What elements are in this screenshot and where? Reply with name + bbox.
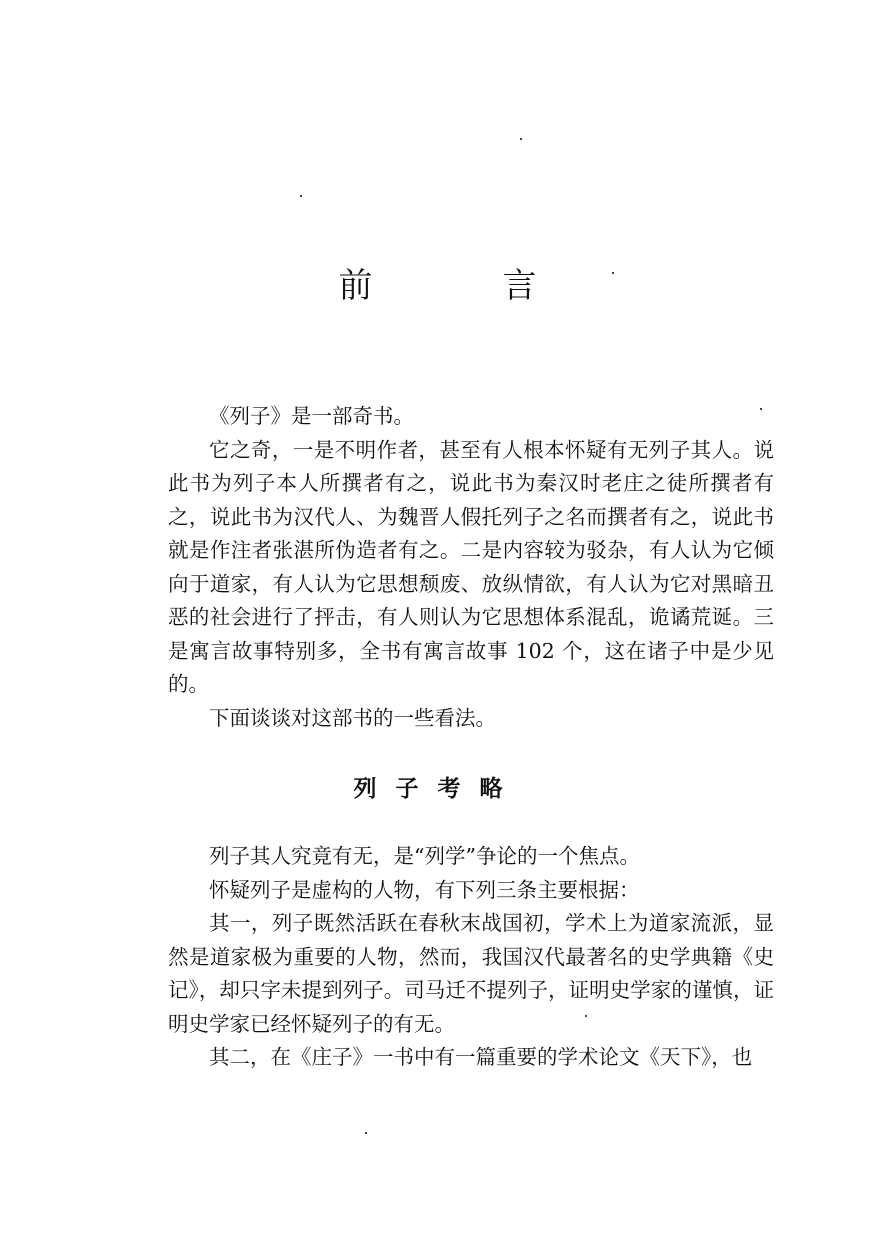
- section-paragraph: 怀疑列子是虚构的人物，有下列三条主要根据：: [209, 877, 640, 902]
- scan-speck: [760, 408, 762, 410]
- scan-speck: [520, 138, 522, 140]
- section-body: [168, 840, 774, 1075]
- preface-paragraph: 《列子》是一部奇书。: [209, 404, 414, 428]
- scan-speck: [612, 272, 614, 274]
- page-title-char-2: 言: [502, 266, 537, 306]
- preface-paragraph: 它之奇，一是不明作者，甚至有人根本怀疑有无列子其人。说此书为列子本人所撰者有之，说此书为秦汉时老庄之徒所撰者有之，说此书为汉代人、为魏晋人假托列子之名而撰者有之，说此书就是作注者张湛所伪造者有之。二是内容较为驳杂，有人认为它倾向于道家，有人认为它思想颓废、放纵情欲，有人认为它对黑暗丑恶的社会进行了抨击，有人则认为它思想体系混乱，诡谲荒诞。三是寓言故事特别多，全书有寓言故事 102 个，这在诸子中是少见的。: [168, 437, 774, 696]
- scan-speck: [585, 1015, 587, 1017]
- preface-paragraph: 下面谈谈对这部书的一些看法。: [209, 705, 496, 730]
- section-paragraph: 其一，列子既然活跃在春秋末战国初，学术上为道家流派，显然是道家极为重要的人物，然而，我国汉代最著名的史学典籍《史记》，却只字未提到列子。司马迁不提列子，证明史学家的谨慎，证明史学家已经怀疑列子的有无。: [168, 911, 774, 1036]
- scan-speck: [300, 195, 302, 197]
- page-title: [0, 258, 875, 307]
- section-paragraph: 列子其人究竟有无，是“列学”争论的一个焦点。: [209, 844, 640, 868]
- scan-speck: [365, 1132, 367, 1134]
- section-title: 列子考略: [353, 776, 522, 802]
- section-paragraph: 其二，在《庄子》一书中有一篇重要的学术论文《天下》，也: [209, 1045, 753, 1069]
- preface-body: [168, 400, 774, 735]
- page-title-char-1: 前: [338, 266, 373, 306]
